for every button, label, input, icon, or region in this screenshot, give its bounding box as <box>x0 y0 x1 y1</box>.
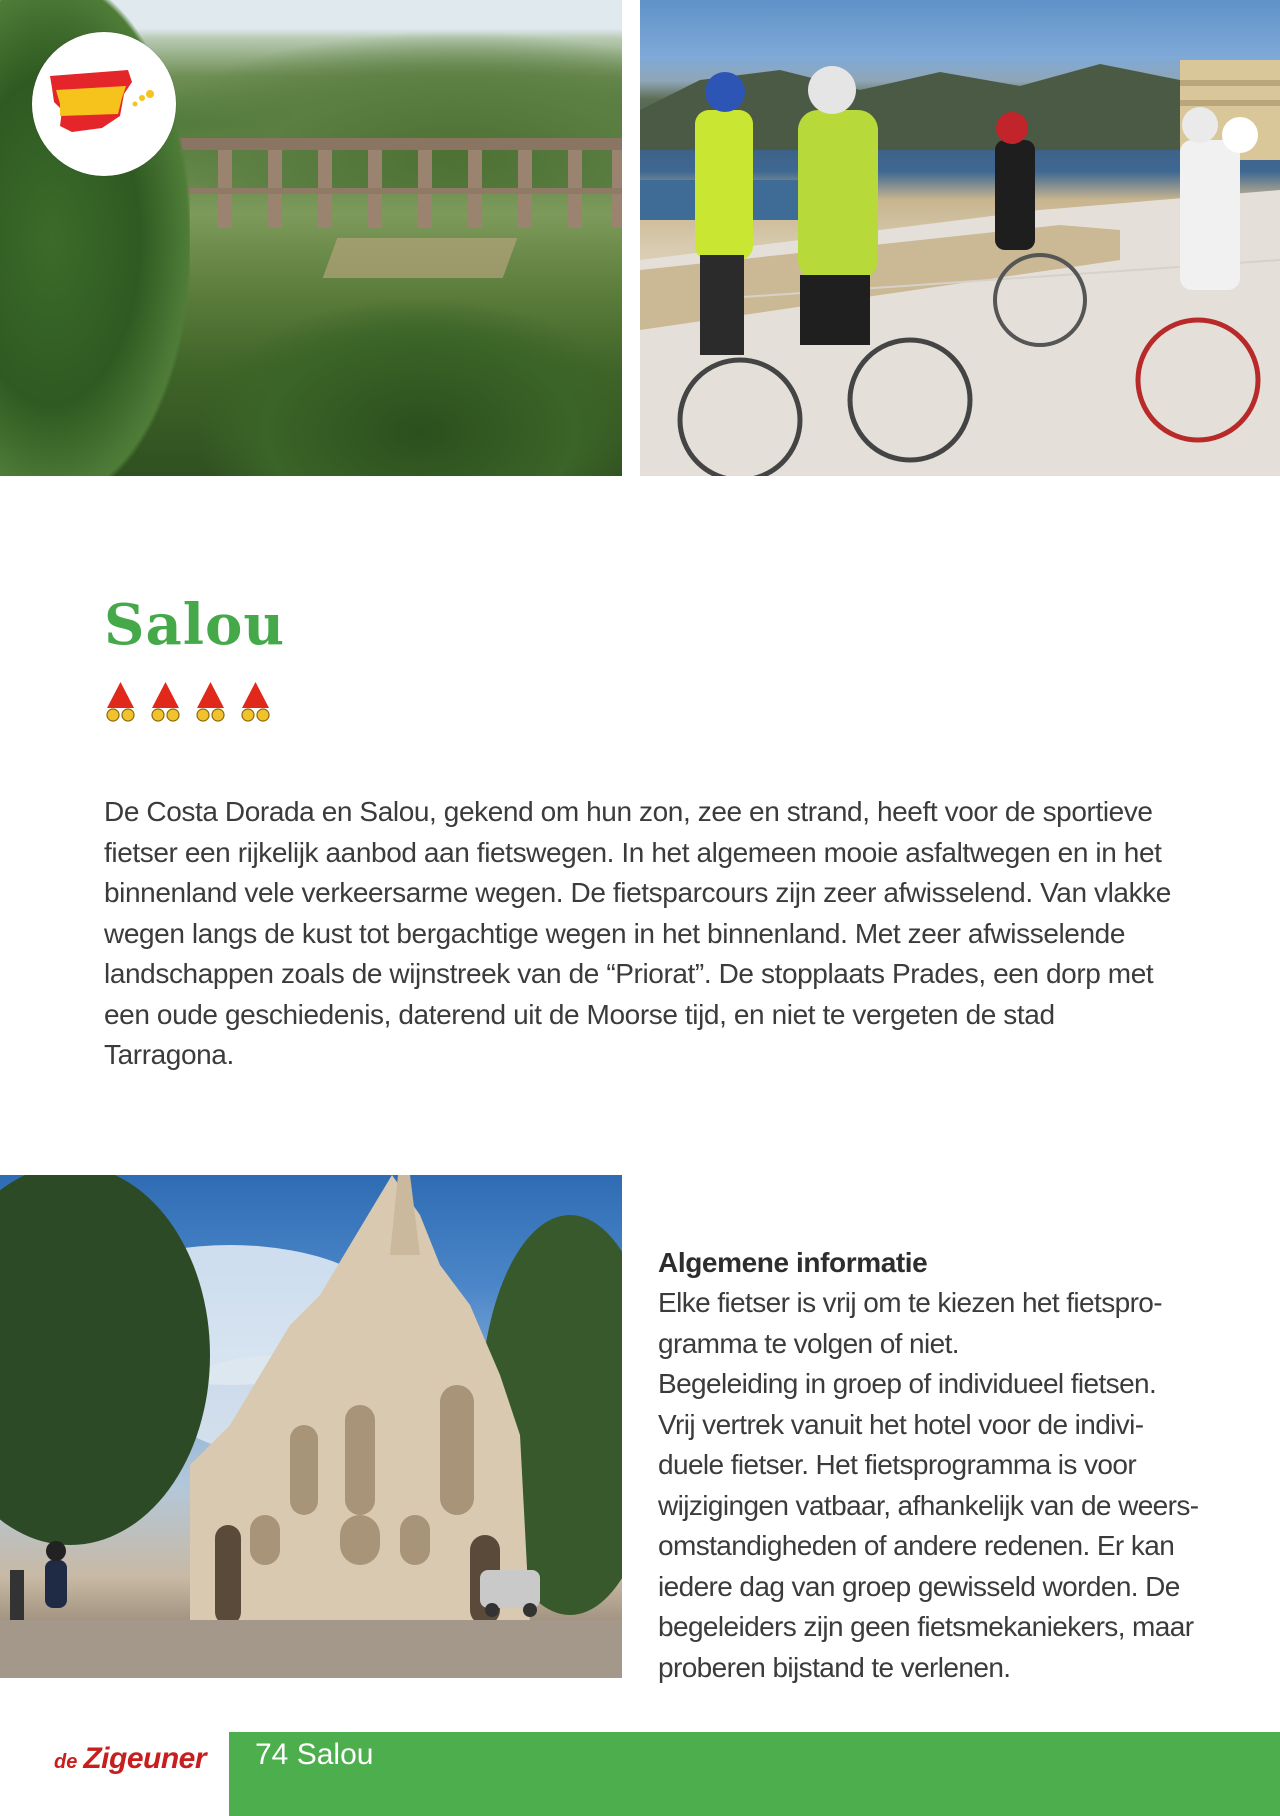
info-paragraph <box>658 1283 1258 1688</box>
logo-brand: Zigeuner <box>83 1742 207 1775</box>
info-line: proberen bijstand te verlenen. <box>658 1651 1011 1683</box>
intro-line: landschappen zoals de wijnstreek van de “Priorat”. De stopplaats Prades, een dorp met <box>104 958 1154 989</box>
info-line: omstandigheden of andere redenen. Er kan <box>658 1530 1175 1561</box>
info-line: Elke fietser is vrij om te kiezen het fietspro- <box>658 1287 1162 1318</box>
intro-line: een oude geschiedenis, daterend uit de Moorse tijd, en niet te vergeten de stad Tarragona. <box>104 998 1055 1070</box>
info-line: begeleiders zijn geen fietsmekaniekers, maar <box>658 1611 1194 1642</box>
brand-logo <box>54 1742 206 1776</box>
gnome-cap-icon <box>239 680 272 724</box>
cyclists-promenade-photo <box>640 0 1280 476</box>
church-illustration <box>0 1175 622 1678</box>
info-line: duele fietser. Het fietsprogramma is voor <box>658 1449 1137 1480</box>
intro-line: fietser een rijkelijk aanbod aan fietswegen. In het algemeen mooie asfaltwegen en in het <box>104 836 1162 868</box>
footer-bar <box>229 1732 1280 1816</box>
page-number-label: 74 Salou <box>255 1738 374 1771</box>
intro-line: wegen langs de kust tot bergachtige wegen in het binnenland. Met zeer afwisselende <box>104 917 1126 949</box>
spain-flag-icon <box>32 32 176 176</box>
rating <box>104 680 272 724</box>
logo-prefix: de <box>54 1751 78 1773</box>
cyclists-illustration <box>640 0 1280 476</box>
page-title: Salou <box>104 592 286 658</box>
intro-line: De Costa Dorada en Salou, gekend om hun zon, zee en strand, heeft voor de sportieve <box>104 796 1153 827</box>
gnome-cap-icon <box>149 680 182 724</box>
gnome-cap-icon <box>104 680 137 724</box>
intro-line: binnenland vele verkeersarme wegen. De fietsparcours zijn zeer afwisselend. Van vlakke <box>104 877 1171 908</box>
general-info-section <box>658 1243 1258 1688</box>
gnome-cap-icon <box>194 680 227 724</box>
trees-foreground <box>200 300 622 476</box>
aqueduct-illustration <box>160 138 622 228</box>
info-line: iedere dag van groep gewisseld worden. De <box>658 1570 1180 1602</box>
field-patch <box>323 238 518 278</box>
intro-paragraph <box>104 792 1184 1076</box>
info-heading: Algemene informatie <box>658 1247 928 1278</box>
info-line: Begeleiding in groep of individueel fietsen. <box>658 1368 1157 1399</box>
info-line: Vrij vertrek vanuit het hotel voor de indivi- <box>658 1408 1144 1440</box>
footer <box>0 1732 1280 1816</box>
info-line: wijzigingen vatbaar, afhankelijk van de weers- <box>658 1489 1199 1521</box>
info-line: gramma te volgen of niet. <box>658 1327 959 1359</box>
church-photo <box>0 1175 622 1678</box>
spain-flag-badge <box>32 32 176 176</box>
